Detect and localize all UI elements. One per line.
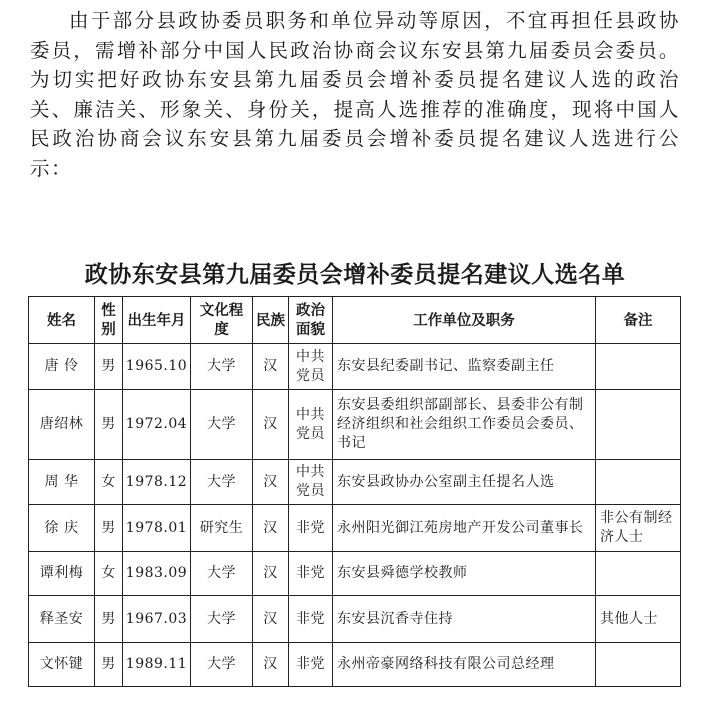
cell-ethnicity: 汉: [253, 505, 289, 552]
cell-education: 大学: [191, 596, 253, 643]
table-header-row: [29, 297, 681, 344]
cell-ethnicity: 汉: [253, 390, 289, 460]
cell-education: 大学: [191, 552, 253, 596]
header-ethnicity: 民族: [253, 297, 289, 344]
table-row: [29, 505, 681, 552]
table-row: [29, 460, 681, 505]
cell-political-status: 中共党员: [289, 344, 333, 390]
cell-ethnicity: 汉: [253, 460, 289, 505]
header-job: 工作单位及职务: [333, 297, 596, 344]
header-birth: 出生年月: [123, 297, 191, 344]
cell-gender: 女: [95, 552, 123, 596]
table-row: [29, 552, 681, 596]
table-row: [29, 344, 681, 390]
nominee-table: [28, 296, 681, 687]
cell-name: 徐 庆: [29, 505, 95, 552]
cell-note: 非公有制经济人士: [596, 505, 681, 552]
cell-job: 永州阳光御江苑房地产开发公司董事长: [333, 505, 596, 552]
cell-political-status: 中共党员: [289, 390, 333, 460]
cell-birth: 1978.01: [123, 505, 191, 552]
cell-name: 释圣安: [29, 596, 95, 643]
cell-gender: 男: [95, 390, 123, 460]
cell-political-status: 非党: [289, 643, 333, 687]
header-education: 文化程度: [191, 297, 253, 344]
cell-job: 东安县政协办公室副主任提名人选: [333, 460, 596, 505]
cell-job: 东安县舜德学校教师: [333, 552, 596, 596]
header-name: 姓名: [29, 297, 95, 344]
cell-birth: 1989.11: [123, 643, 191, 687]
cell-name: 周 华: [29, 460, 95, 505]
cell-job: 东安县委组织部副部长、县委非公有制经济组织和社会组织工作委员会委员、书记: [333, 390, 596, 460]
cell-gender: 男: [95, 596, 123, 643]
cell-job: 东安县沉香寺住持: [333, 596, 596, 643]
cell-ethnicity: 汉: [253, 344, 289, 390]
cell-birth: 1983.09: [123, 552, 191, 596]
cell-job: 东安县纪委副书记、监察委副主任: [333, 344, 596, 390]
cell-note: [596, 344, 681, 390]
cell-gender: 男: [95, 643, 123, 687]
cell-gender: 男: [95, 344, 123, 390]
cell-name: 唐 伶: [29, 344, 95, 390]
cell-birth: 1967.03: [123, 596, 191, 643]
table-row: [29, 596, 681, 643]
cell-political-status: 非党: [289, 505, 333, 552]
cell-education: 大学: [191, 643, 253, 687]
header-political-status: 政治面貌: [289, 297, 333, 344]
cell-birth: 1972.04: [123, 390, 191, 460]
cell-birth: 1978.12: [123, 460, 191, 505]
table-row: [29, 390, 681, 460]
cell-education: 研究生: [191, 505, 253, 552]
cell-political-status: 中共党员: [289, 460, 333, 505]
table-row: [29, 643, 681, 687]
cell-ethnicity: 汉: [253, 552, 289, 596]
cell-name: 文怀键: [29, 643, 95, 687]
cell-ethnicity: 汉: [253, 643, 289, 687]
document-title: 政协东安县第九届委员会增补委员提名建议人选名单: [84, 261, 626, 288]
cell-note: [596, 643, 681, 687]
cell-note: [596, 552, 681, 596]
cell-education: 大学: [191, 344, 253, 390]
cell-gender: 男: [95, 505, 123, 552]
cell-note: 其他人士: [596, 596, 681, 643]
cell-name: 谭利梅: [29, 552, 95, 596]
cell-name: 唐绍林: [29, 390, 95, 460]
cell-birth: 1965.10: [123, 344, 191, 390]
header-note: 备注: [596, 297, 681, 344]
cell-political-status: 非党: [289, 596, 333, 643]
cell-education: 大学: [191, 460, 253, 505]
header-gender: 性别: [95, 297, 123, 344]
cell-note: [596, 390, 681, 460]
cell-political-status: 非党: [289, 552, 333, 596]
cell-gender: 女: [95, 460, 123, 505]
cell-note: [596, 460, 681, 505]
cell-education: 大学: [191, 390, 253, 460]
cell-ethnicity: 汉: [253, 596, 289, 643]
cell-job: 永州帝豪网络科技有限公司总经理: [333, 643, 596, 687]
intro-paragraph: 由于部分县政协委员职务和单位异动等原因，不宜再担任县政协委员，需增补部分中国人民政治协商会议东安县第九届委员会委员。为切实把好政协东安县第九届委员会增补委员提名建议人选的政治关、廉洁关、形象关、身份关，提高人选推荐的准确度，现将中国人民政治协商会议东安县第九届委员会增补委员提名建议人选进行公示：: [30, 9, 680, 180]
